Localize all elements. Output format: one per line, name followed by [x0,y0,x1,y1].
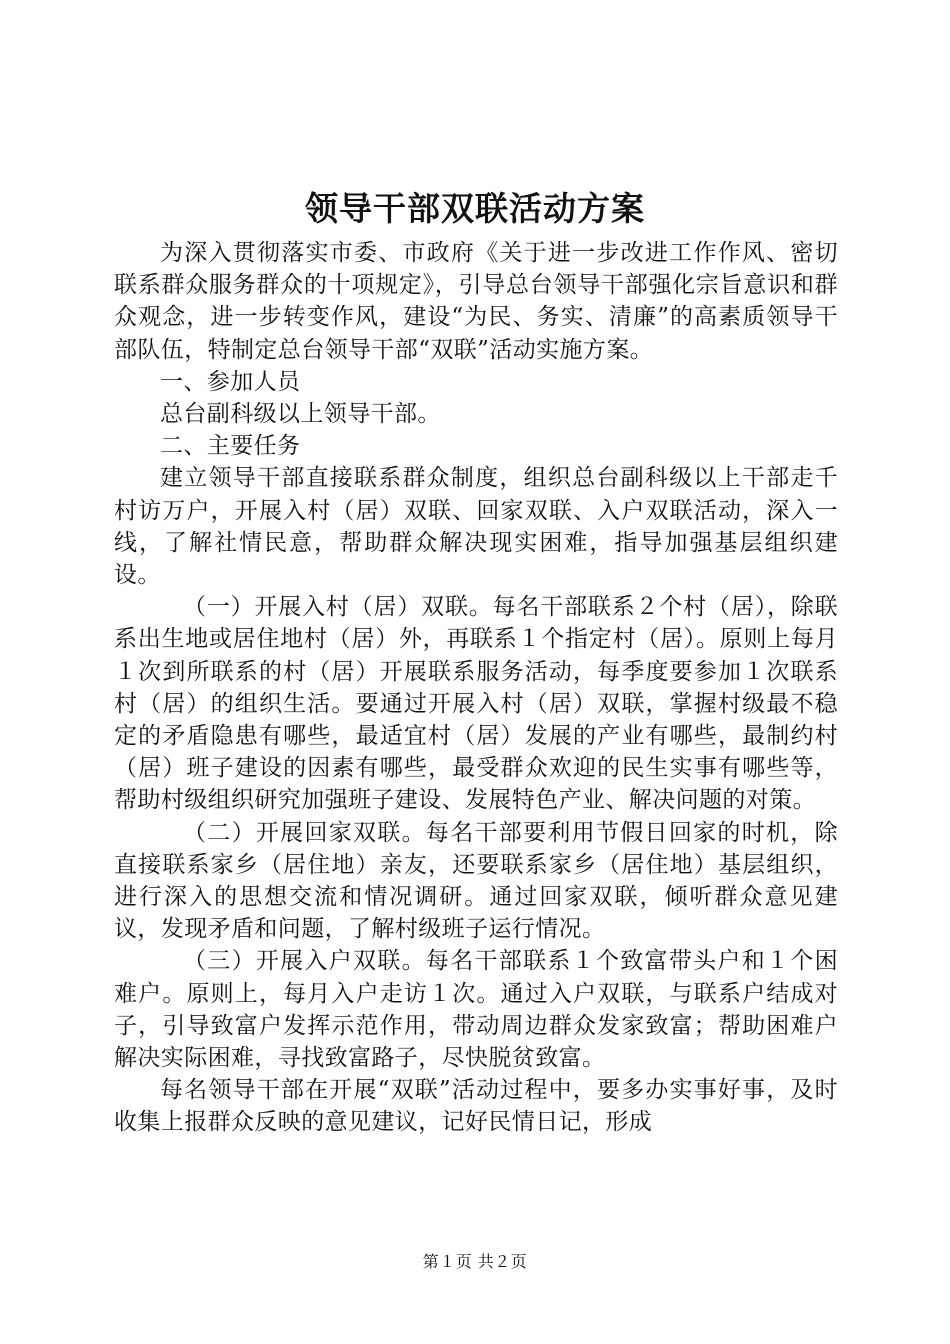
heading-participants: 一、参加人员 [160,368,301,395]
document-title: 领导干部双联活动方案 [305,189,645,228]
paragraph-task-village: （一）开展入村（居）双联。每名干部联系２个村（居），除联系出生地或居住地村（居）外，再联系１个指定村（居）。原则上每月１次到所联系的村（居）开展联系服务活动，每季度要参加１次联系村（居）的组织生活。要通过开展入村（居）双联，掌握村级最不稳定的矛盾隐患有哪些，最适宜村（居）发展的产业有哪些，最制约村（居）班子建设的因素有哪些，最受群众欢迎的民生实事有哪些等，帮助村级组织研究加强班子建设、发展特色产业、解决问题的对策。 [114,594,838,814]
heading-main-tasks: 二、主要任务 [160,433,301,460]
paragraph-intro: 为深入贯彻落实市委、市政府《关于进一步改进工作作风、密切联系群众服务群众的十项规定》，引导总台领导干部强化宗旨意识和群众观念，进一步转变作风，建设“为民、务实、清廉”的高素质领导干部队伍，特制定总台领导干部“双联”活动实施方案。 [114,240,838,363]
page-footer: 第１页 共２页 [422,1252,528,1271]
document-body [114,237,838,1139]
paragraph-participants: 总台副科级以上领导干部。 [160,401,441,428]
paragraph-closing: 每名领导干部在开展“双联”活动过程中，要多办实事好事，及时收集上报群众反映的意见建议，记好民情日记，形成 [114,1077,838,1136]
paragraph-task-home: （二）开展回家双联。每名干部要利用节假日回家的时机，除直接联系家乡（居住地）亲友，还要联系家乡（居住地）基层组织，进行深入的思想交流和情况调研。通过回家双联，倾听群众意见建议，发现矛盾和问题，了解村级班子运行情况。 [114,819,838,943]
paragraph-main-tasks: 建立领导干部直接联系群众制度，组织总台副科级以上干部走千村访万户，开展入村（居）双联、回家双联、入户双联活动，深入一线，了解社情民意，帮助群众解决现实困难，指导加强基层组织建设。 [114,465,838,589]
paragraph-task-household: （三）开展入户双联。每名干部联系１个致富带头户和１个困难户。原则上，每月入户走访１次。通过入户双联，与联系户结成对子，引导致富户发挥示范作用，带动周边群众发家致富；帮助困难户解决实际困难，寻找致富路子，尽快脱贫致富。 [114,948,838,1072]
